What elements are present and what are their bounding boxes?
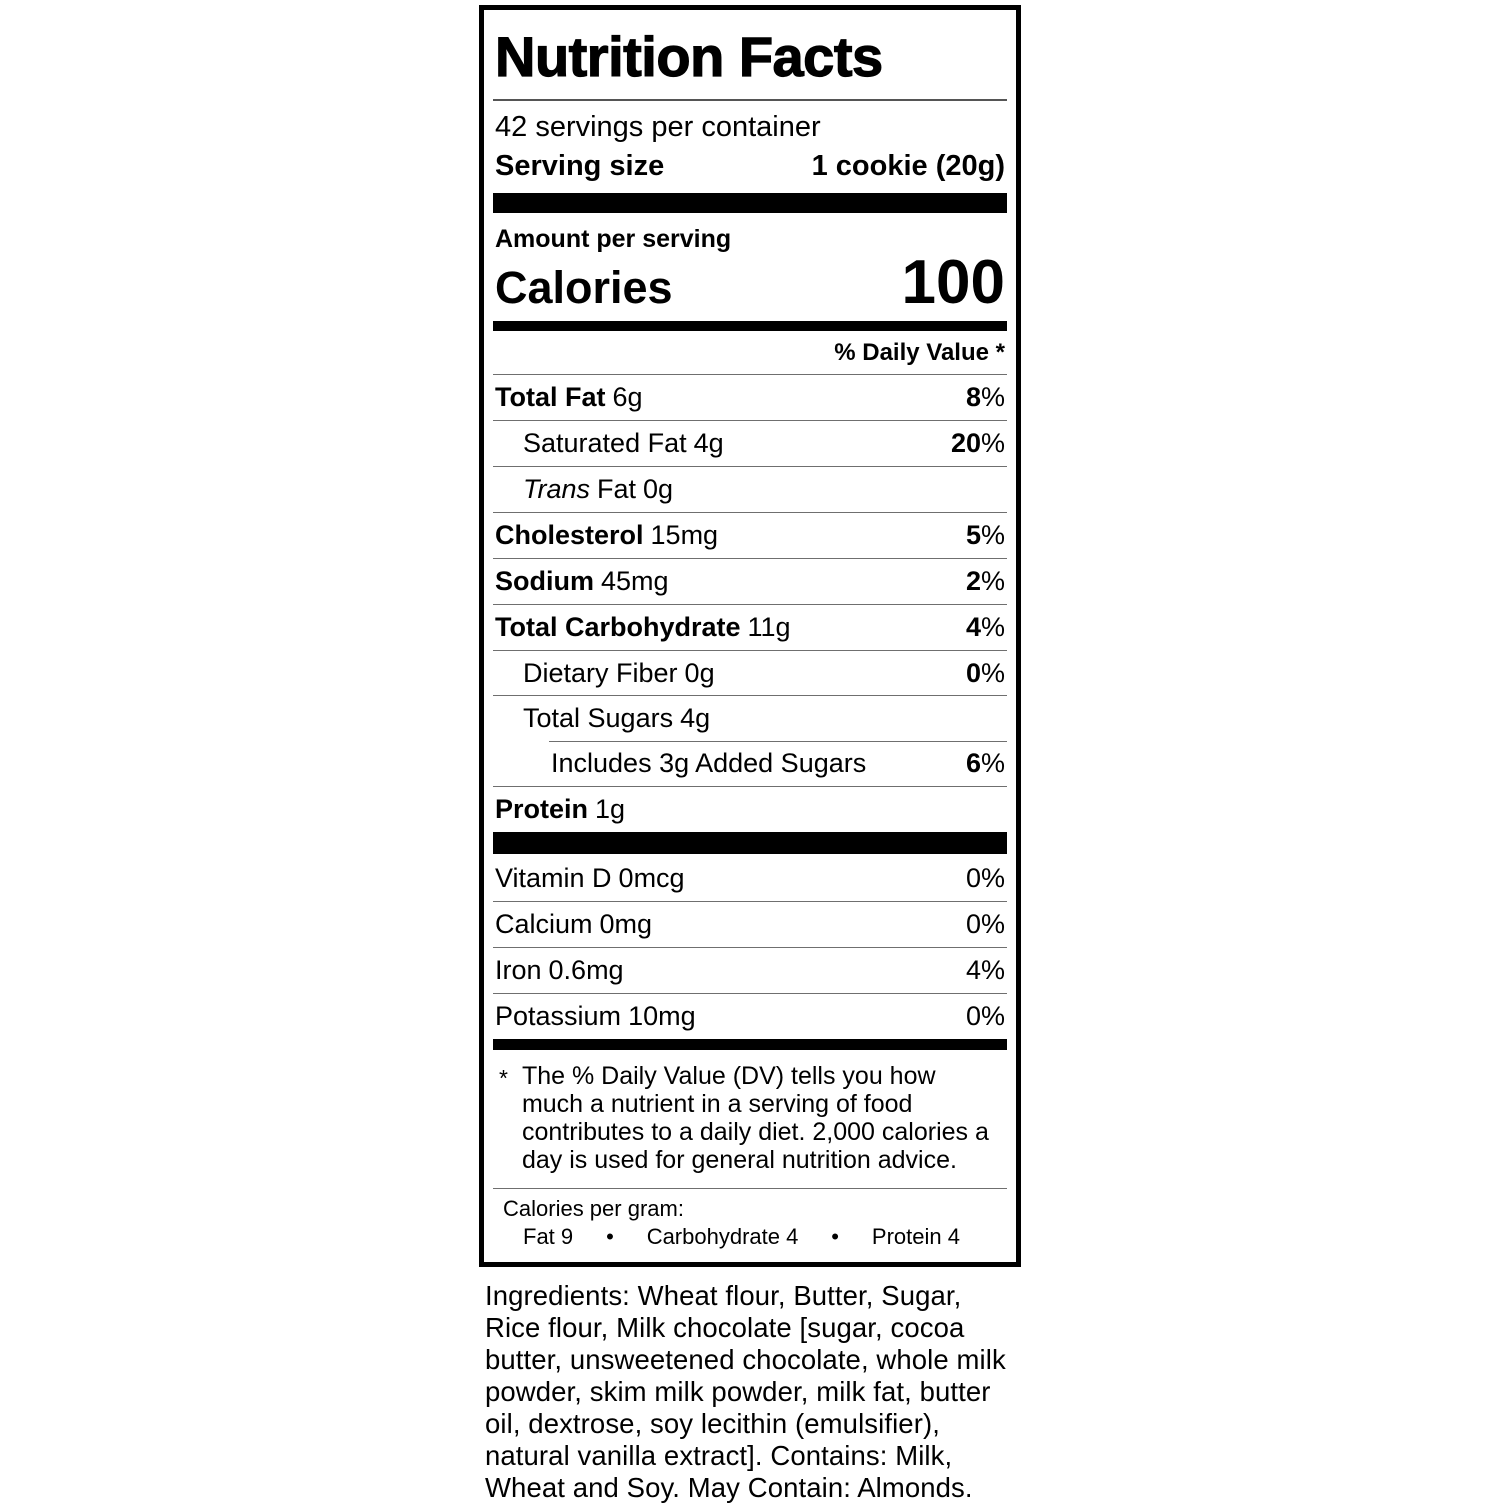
nutrient-amount: 4g	[693, 427, 724, 458]
daily-value-header: % Daily Value *	[834, 338, 1005, 366]
nutrient-row-total-fat	[493, 374, 1007, 420]
nutrient-name: Dietary Fiber	[523, 657, 678, 688]
nutrient-row-total-sugars	[493, 695, 1007, 741]
nutrient-dv: 5%	[965, 519, 1005, 550]
nutrient-row-cholesterol	[493, 512, 1007, 558]
nutrient-row-added-sugars	[493, 741, 1007, 786]
calories-label: Calories	[495, 262, 673, 314]
ingredients-text: Ingredients: Wheat flour, Butter, Sugar, Rice flour, Milk chocolate [sugar, cocoa butter, unsweetened chocolate, whole milk powder, skim milk powder, milk fat, butter oil, dextrose, soy lecithin (emulsifier), natural vanilla extract]. Contains: Milk, Wheat and Soy. May Contain: Almonds.	[485, 1280, 1006, 1504]
vitamin-rows	[493, 854, 1007, 1039]
nutrient-amount: 0g	[684, 657, 715, 688]
vitamin-row-iron	[493, 947, 1007, 993]
cpg-protein: Protein 4	[871, 1224, 960, 1250]
nutrient-amount: 4g	[680, 703, 711, 734]
vitamin-dv: 0%	[965, 1001, 1005, 1032]
nutrient-name: Fat	[597, 473, 637, 504]
nutrient-name: Total Carbohydrate	[495, 611, 741, 642]
nutrient-dv: 8%	[965, 381, 1005, 412]
calories-value: 100	[901, 248, 1005, 317]
nutrient-amount: 15mg	[650, 519, 719, 550]
nutrient-name-italic: Trans	[523, 473, 591, 504]
footnote-asterisk: *	[499, 1065, 508, 1092]
serving-size-label: Serving size	[495, 150, 665, 182]
nutrient-row-protein	[493, 786, 1007, 832]
cpg-fat: Fat 9	[523, 1224, 574, 1250]
divider-bar-footnote	[493, 1039, 1007, 1050]
vitamin-dv: 0%	[965, 909, 1005, 940]
nutrient-name: Saturated Fat	[523, 427, 687, 458]
nutrient-name: Sodium	[495, 565, 594, 596]
nutrient-dv: 0%	[965, 657, 1005, 688]
vitamin-amount: 0mcg	[618, 863, 685, 894]
servings-per-container: 42 servings per container	[495, 111, 821, 143]
nutrient-row-trans-fat	[493, 466, 1007, 512]
vitamin-row-calcium	[493, 901, 1007, 947]
calories-per-gram-heading: Calories per gram:	[503, 1196, 684, 1222]
calories-per-gram	[493, 1188, 1007, 1254]
nutrient-row-total-carbohydrate	[493, 604, 1007, 650]
divider-bar-thick	[493, 193, 1007, 213]
nutrient-amount: 1g	[595, 794, 626, 825]
vitamin-name: Vitamin D	[495, 863, 612, 894]
divider-bar-calories	[493, 321, 1007, 331]
vitamin-name: Calcium	[495, 909, 593, 940]
nutrient-row-saturated-fat	[493, 420, 1007, 466]
label-title: Nutrition Facts	[493, 16, 1007, 101]
nutrient-dv: 2%	[965, 565, 1005, 596]
nutrient-amount: 0g	[643, 473, 674, 504]
nutrient-amount: 45mg	[601, 565, 669, 596]
nutrient-name: Cholesterol	[495, 519, 644, 550]
calories-per-gram-values	[495, 1222, 1005, 1250]
footnote-text: The % Daily Value (DV) tells you how much a nutrient in a serving of food contributes to a daily diet. 2,000 calories a day is used for general nutrition advice.	[521, 1062, 989, 1175]
vitamin-amount: 0.6mg	[548, 955, 624, 986]
amount-per-serving: Amount per serving	[495, 225, 732, 253]
vitamin-name: Potassium	[495, 1001, 622, 1032]
vitamin-row-potassium	[493, 993, 1007, 1039]
nutrient-name: Total Sugars	[523, 703, 674, 734]
cpg-carbohydrate: Carbohydrate 4	[646, 1224, 799, 1250]
vitamin-name: Iron	[495, 955, 542, 986]
calories-row	[493, 248, 1007, 321]
serving-size-row	[493, 144, 1007, 193]
nutrient-rows	[493, 374, 1007, 832]
nutrient-row-sodium	[493, 558, 1007, 604]
nutrient-dv: 6%	[965, 748, 1005, 779]
nutrient-name: Includes 3g Added Sugars	[551, 748, 867, 779]
nutrient-amount: 6g	[612, 381, 643, 412]
vitamin-dv: 0%	[965, 863, 1005, 894]
nutrition-facts-label	[479, 5, 1021, 1267]
nutrient-name: Total Fat	[495, 381, 606, 412]
vitamin-dv: 4%	[965, 955, 1005, 986]
bullet-separator: •	[831, 1224, 839, 1250]
vitamin-amount: 10mg	[628, 1001, 696, 1032]
nutrient-name: Protein	[495, 794, 589, 825]
divider-bar-protein	[493, 832, 1007, 854]
bullet-separator: •	[606, 1224, 614, 1250]
footnote	[493, 1050, 1007, 1188]
nutrient-dv: 4%	[965, 611, 1005, 642]
nutrient-amount: 11g	[747, 611, 791, 642]
serving-size-value: 1 cookie (20g)	[811, 150, 1005, 182]
nutrient-row-dietary-fiber	[493, 650, 1007, 696]
vitamin-amount: 0mg	[599, 909, 653, 940]
vitamin-row-vitamin-d	[493, 856, 1007, 901]
nutrient-dv: 20%	[950, 427, 1005, 458]
